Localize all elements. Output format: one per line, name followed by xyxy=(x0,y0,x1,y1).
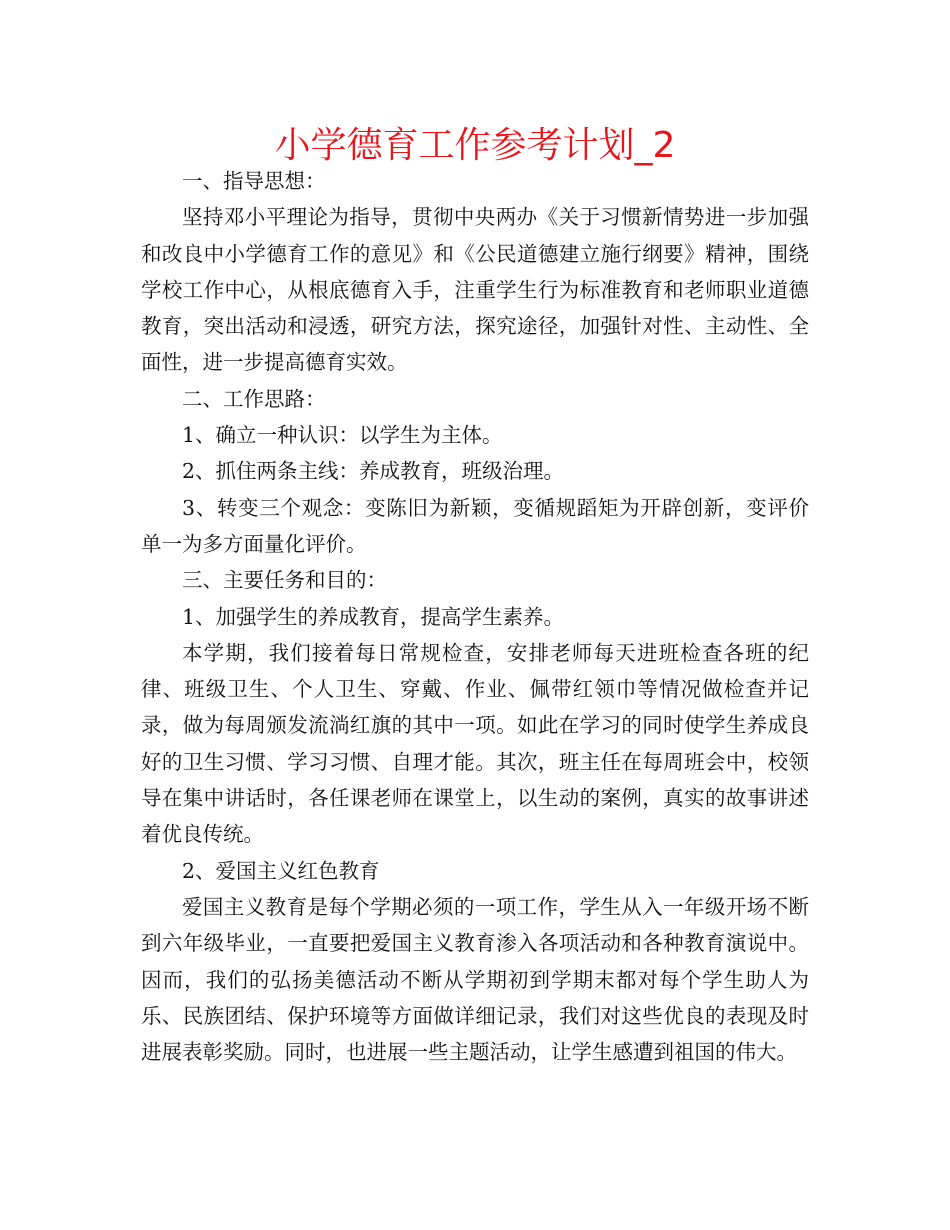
paragraph-guiding-thought: 坚持邓小平理论为指导，贯彻中央两办《关于习惯新情势进一步加强和改良中小学德育工作的意见》和《公民道德建立施行纲要》精神，围绕学校工作中心，从根底德育入手，注重学生行为标准教育和老师职业道德教育，突出活动和浸透，研究方法，探究途径，加强针对性、主动性、全面性，进一步提高德育实效。 xyxy=(141,205,809,375)
list-item-work-idea-3: 3、转变三个观念：变陈旧为新颖，变循规蹈矩为开辟创新，变评价单一为多方面量化评价。 xyxy=(141,495,809,556)
document-body xyxy=(141,163,809,1070)
subheading-patriotic-education: 2、爱国主义红色教育 xyxy=(182,858,380,883)
list-item-work-idea-2: 2、抓住两条主线：养成教育，班级治理。 xyxy=(182,459,565,484)
heading-work-ideas: 二、工作思路： xyxy=(182,386,326,411)
paragraph-habit-education: 本学期，我们接着每日常规检查，安排老师每天进班检查各班的纪律、班级卫生、个人卫生、穿戴、作业、佩带红领巾等情况做检查并记录，做为每周颁发流淌红旗的其中一项。如此在学习的同时使学生养成良好的卫生习惯、学习习惯、自理才能。其次，班主任在每周班会中，校领导在集中讲话时，各任课老师在课堂上，以生动的案例，真实的故事讲述着优良传统。 xyxy=(141,640,809,847)
heading-main-tasks: 三、主要任务和目的： xyxy=(182,568,387,593)
subheading-habit-education: 1、加强学生的养成教育，提高学生素养。 xyxy=(182,604,565,629)
document-title: 小学德育工作参考计划_2 xyxy=(274,125,676,166)
paragraph-patriotic-education: 爱国主义教育是每个学期必须的一项工作，学生从入一年级开场不断到六年级毕业，一直要把爱国主义教育渗入各项活动和各种教育演说中。因而，我们的弘扬美德活动不断从学期初到学期末都对每个学生助人为乐、民族团结、保护环境等方面做详细记录，我们对这些优良的表现及时进展表彰奖励。同时，也进展一些主题活动，让学生感遭到祖国的伟大。 xyxy=(141,894,809,1065)
list-item-work-idea-1: 1、确立一种认识：以学生为主体。 xyxy=(182,423,503,448)
heading-guiding-thought: 一、指导思想： xyxy=(182,169,326,193)
